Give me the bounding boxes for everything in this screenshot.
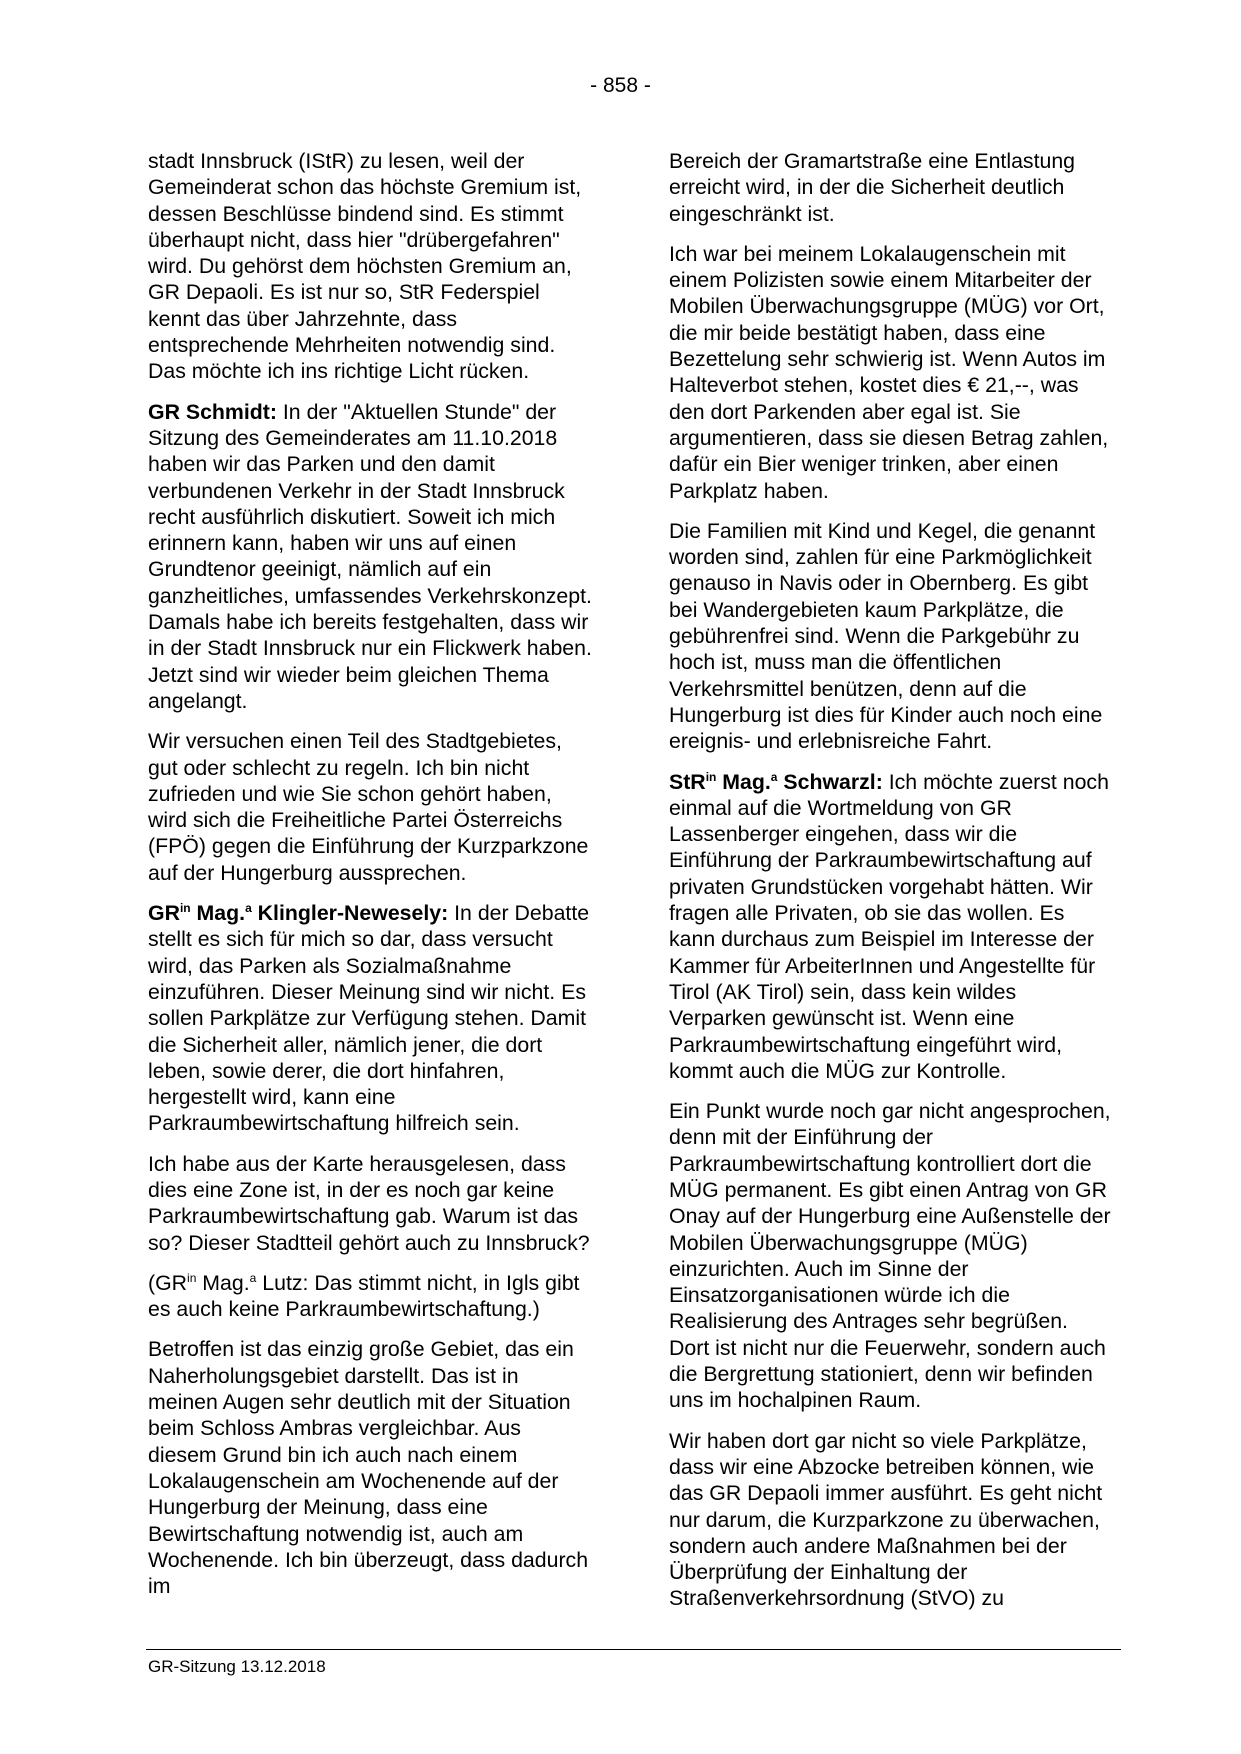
speech-text: In der Debatte stellt es sich für mich so dar, dass versucht wird, das Parken als Sozialmaßnahme einzuführen. Dieser Meinung sind wir nicht. Es sollen Parkplätze zur Verfügung stehen. Damit die Sicherheit aller, nämlich jener, die dort leben, sowie derer, die dort hinfahren, hergestellt wird, kann eine Parkraumbewirtschaftung hilfreich sein. xyxy=(148,901,590,1136)
paragraph: stadt Innsbruck (IStR) zu lesen, weil der Gemeinderat schon das höchste Gremium ist, dessen Beschlüsse bindend sind. Es stimmt überhaupt nicht, dass hier "drübergefahren" wird. Du gehörst dem höchsten Gremium an, GR Depaoli. Es ist nur so, StR Federspiel kennt das über Jahrzehnte, dass entsprechende Mehrheiten notwendig sind. Das möchte ich ins richtige Licht rücken. xyxy=(148,149,582,384)
speaker-title: Mag. xyxy=(190,901,246,926)
footer-session-date: GR-Sitzung 13.12.2018 xyxy=(148,1657,326,1676)
superscript: in xyxy=(179,900,191,915)
speaker-title: StR xyxy=(669,769,706,794)
speaker-surname: Klingler-Newesely: xyxy=(251,901,449,926)
paragraph-schmidt xyxy=(148,399,593,715)
footer-divider xyxy=(146,1649,1121,1650)
page-number: - 858 - xyxy=(590,74,651,97)
paragraph: Bereich der Gramartstraße eine Entlastung erreicht wird, in der die Sicherheit deutlich eingeschränkt ist. xyxy=(669,149,1076,226)
speaker-surname: Schwarzl: xyxy=(777,769,883,794)
paragraph: Ein Punkt wurde noch gar nicht angesprochen, denn mit der Einführung der Parkraumbewirtschaftung kontrolliert dort die MÜG permanent. Es gibt einen Antrag von GR Onay auf der Hungerburg eine Außenstelle der Mobilen Überwachungsgruppe (MÜG) einzurichten. Auch im Sinne der Einsatzorganisationen würde ich die Realisierung des Antrages sehr begrüßen. Dort ist nicht nur die Feuerwehr, sondern auch die Bergrettung stationiert, denn wir befinden uns im hochalpinen Raum. xyxy=(669,1099,1111,1413)
interjection xyxy=(148,1270,593,1323)
superscript: a xyxy=(249,1270,257,1285)
speaker-name xyxy=(669,770,883,794)
interjection-text: Lutz: Das stimmt nicht, in Igls gibt es auch keine Parkraumbewirtschaftung.) xyxy=(148,1270,580,1322)
superscript: in xyxy=(187,1270,197,1285)
right-column xyxy=(669,148,1114,1626)
paragraph: Die Familien mit Kind und Kegel, die genannt worden sind, zahlen für eine Parkmöglichkeit genauso in Navis oder in Obernberg. Es gibt bei Wandergebieten kaum Parkplätze, die gebührenfrei sind. Wenn die Parkgebühr zu hoch ist, muss man die öffentlichen Verkehrsmittel benützen, denn auf die Hungerburg ist dies für Kinder auch noch eine ereignis- und erlebnisreiche Fahrt. xyxy=(669,518,1103,754)
superscript: a xyxy=(770,769,778,784)
speech-text: In der "Aktuellen Stunde" der Sitzung des Gemeinderates am 11.10.2018 haben wir das Parken und den damit verbundenen Verkehr in der Stadt Innsbruck recht ausführlich diskutiert. Soweit ich mich erinnern kann, haben wir uns auf einen Grundtenor geeinigt, nämlich auf ein ganzheitliches, umfassendes Verkehrskonzept. Damals habe ich bereits festgehalten, dass wir in der Stadt Innsbruck nur ein Flickwerk haben. Jetzt sind wir wieder beim gleichen Thema angelangt. xyxy=(148,399,592,713)
interjection-text: (GR xyxy=(148,1270,188,1295)
paragraph-schwarzl xyxy=(669,769,1114,1085)
paragraph: Wir versuchen einen Teil des Stadtgebietes, gut oder schlecht zu regeln. Ich bin nicht zufrieden und wie Sie schon gehört haben, wird sich die Freiheitliche Partei Österreichs (FPÖ) gegen die Einführung der Kurzparkzone auf der Hungerburg aussprechen. xyxy=(148,729,589,885)
paragraph-klingler xyxy=(148,900,593,1137)
paragraph: Ich habe aus der Karte herausgelesen, dass dies eine Zone ist, in der es noch gar keine Parkraumbewirtschaftung gab. Warum ist das so? Dieser Stadtteil gehört auch zu Innsbruck? xyxy=(148,1151,590,1255)
superscript: in xyxy=(705,769,717,784)
paragraph: Ich war bei meinem Lokalaugenschein mit einem Polizisten sowie einem Mitarbeiter der Mobilen Überwachungsgruppe (MÜG) vor Ort, die mir beide bestätigt haben, dass eine Bezettelung sehr schwierig ist. Wenn Autos im Halteverbot stehen, kostet dies € 21,--, was den dort Parkenden aber egal ist. Sie argumentieren, dass sie diesen Betrag zahlen, dafür ein Bier weniger trinken, aber einen Parkplatz haben. xyxy=(669,241,1109,503)
left-column xyxy=(148,148,593,1613)
speaker-title: Mag. xyxy=(716,769,771,794)
speaker-title: GR xyxy=(148,901,180,926)
speaker-name xyxy=(148,901,448,925)
speech-text: Ich möchte zuerst noch einmal auf die Wortmeldung von GR Lassenberger eingehen, dass wir die Einführung der Parkraumbewirtschaftung auf privaten Grundstücken vorgehabt hätten. Wir fragen alle Privaten, ob sie das wollen. Es kann durchaus zum Beispiel im Interesse der Kammer für ArbeiterInnen und Angestellte für Tirol (AK Tirol) sein, dass kein wildes Verparken gewünscht ist. Wenn eine Parkraumbewirtschaftung eingeführt wird, kommt auch die MÜG zur Kontrolle. xyxy=(669,769,1109,1083)
interjection-text: Mag. xyxy=(196,1270,250,1295)
speaker-name: GR Schmidt: xyxy=(148,399,277,424)
paragraph: Wir haben dort gar nicht so viele Parkplätze, dass wir eine Abzocke betreiben können, wie das GR Depaoli immer ausführt. Es geht nicht nur darum, die Kurzparkzone zu überwachen, sondern auch andere Maßnahmen bei der Überprüfung der Einhaltung der Straßenverkehrsordnung (StVO) zu xyxy=(669,1428,1103,1611)
paragraph: Betroffen ist das einzig große Gebiet, das ein Naherholungsgebiet darstellt. Das ist in meinen Augen sehr deutlich mit der Situation beim Schloss Ambras vergleichbar. Aus diesem Grund bin ich auch nach einem Lokalaugenschein am Wochenende auf der Hungerburg der Meinung, dass eine Bewirtschaftung notwendig ist, auch am Wochenende. Ich bin überzeugt, dass dadurch im xyxy=(148,1337,589,1599)
superscript: a xyxy=(245,900,252,915)
